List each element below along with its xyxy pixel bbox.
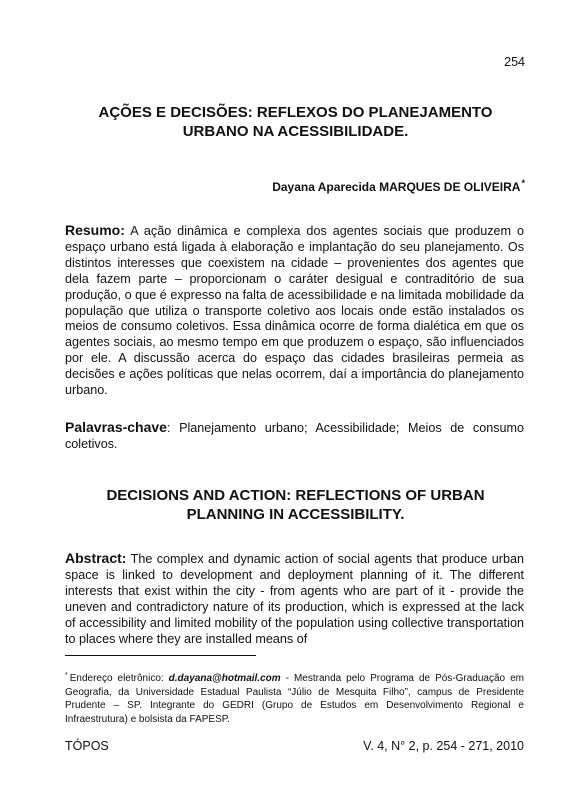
author-byline	[272, 178, 525, 194]
author-name: Dayana Aparecida MARQUES DE OLIVEIRA	[272, 180, 521, 194]
abstract-label: Abstract:	[65, 550, 127, 566]
author-footnote	[65, 669, 524, 726]
author-email: d.dayana@hotmail.com	[168, 673, 281, 684]
article-title-portuguese	[70, 103, 521, 141]
keywords-label: Palavras-chave	[65, 419, 167, 435]
page-number: 254	[504, 55, 525, 69]
resumo-paragraph	[65, 223, 524, 399]
title-en-line-1: DECISIONS AND ACTION: REFLECTIONS OF URBAN	[106, 487, 485, 504]
footnote-mark: *	[65, 672, 68, 679]
journal-name: TÓPOS	[65, 739, 109, 753]
journal-citation: V. 4, N° 2, p. 254 - 271, 2010	[363, 739, 524, 753]
title-line-2: URBANO NA ACESSIBILIDADE.	[182, 123, 409, 140]
keywords-text: : Planejamento urbano; Acessibilidade; Meios de consumo coletivos.	[65, 421, 524, 451]
article-title-english	[70, 486, 521, 524]
title-en-line-2: PLANNING IN ACCESSIBILITY.	[186, 506, 405, 523]
resumo-label: Resumo:	[65, 222, 125, 238]
author-footnote-mark: *	[521, 178, 525, 188]
abstract-paragraph	[65, 551, 524, 647]
footnote-text: - Mestranda pelo Programa de Pós-Graduação em Geografia, da Universidade Estadual Paulista “Júlio de Mesquita Filho”, campus de Presidente Prudente – SP. Integrante do GEDRI (Grupo de Estudos em Desenvolvimento Regional e Infraestrutura) e bolsista da FAPESP.	[65, 673, 524, 725]
footnote-prefix: Endereço eletrônico:	[69, 673, 169, 684]
keywords-paragraph	[65, 420, 524, 453]
title-line-1: AÇÕES E DECISÕES: REFLEXOS DO PLANEJAMENTO	[98, 104, 493, 121]
resumo-text: A ação dinâmica e complexa dos agentes sociais que produzem o espaço urbano está ligada à elaboração e implantação do seu planejamento. Os distintos interesses que coexistem na cidade – provenientes dos agentes que dela fazem parte – proporcionam o caráter desigual e contraditório de sua produção, o que é expresso na falta de acessibilidade e na limitada mobilidade da população que utiliza o transporte coletivo aos locais onde estão instalados os meios de consumo coletivos. Essa dinâmica ocorre de forma dialética em que os agentes sociais, ao mesmo tempo em que produzem o espaço, são influenciados por ele. A discussão acerca do espaço das cidades brasileiras permeia as decisões e ações políticas que nelas ocorrem, daí a importância do planejamento urbano.	[65, 224, 524, 398]
footnote-divider	[65, 655, 256, 656]
abstract-text: The complex and dynamic action of social agents that produce urban space is linked to development and deployment planning of it. The different interests that exist within the city - from agents who are part of it - provide the uneven and contradictory nature of its production, which is expressed at the lack of accessibility and limited mobility of the population using collective transportation to places where they are installed means of	[65, 552, 524, 646]
